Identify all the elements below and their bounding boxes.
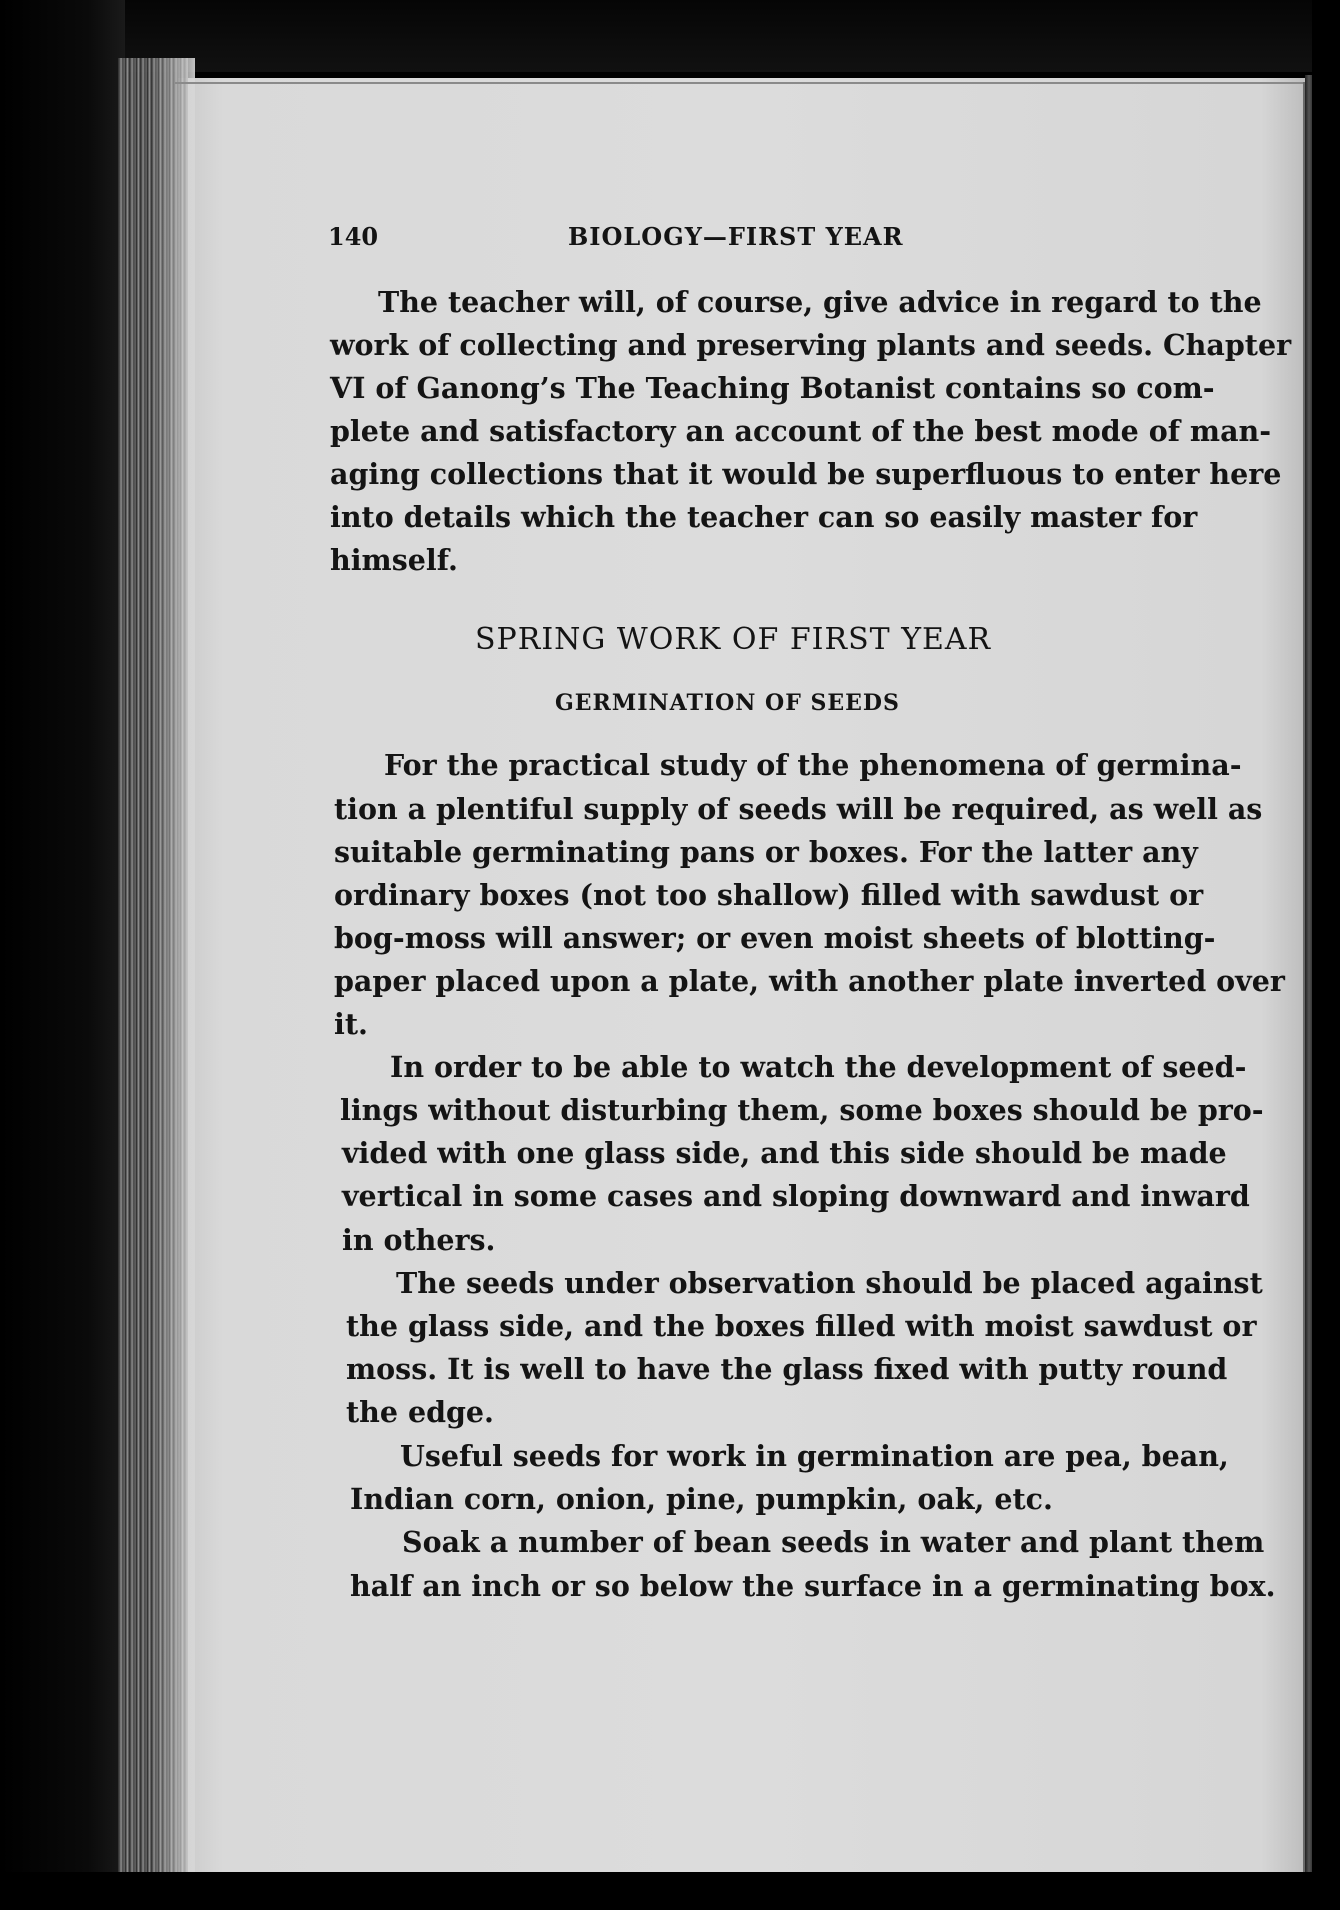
body-line: the edge.	[346, 1395, 494, 1429]
body-line: himself.	[330, 543, 458, 577]
body-line: the glass side, and the boxes filled with moist sawdust or	[346, 1309, 1257, 1343]
body-line: suitable germinating pans or boxes. For the latter any	[334, 835, 1198, 869]
body-line: plete and satisfactory an account of the best mode of man-	[330, 414, 1272, 448]
body-line: paper placed upon a plate, with another plate inverted over	[334, 964, 1285, 998]
body-line: it.	[334, 1007, 368, 1041]
body-line: half an inch or so below the surface in a germinating box.	[350, 1569, 1276, 1603]
body-line: into details which the teacher can so easily master for	[330, 500, 1198, 534]
body-line: Useful seeds for work in germination are pea, bean,	[400, 1439, 1229, 1473]
body-line: lings without disturbing them, some boxes should be pro-	[340, 1093, 1264, 1127]
body-line: ordinary boxes (not too shallow) filled with sawdust or	[334, 878, 1204, 912]
body-line: The seeds under observation should be placed against	[396, 1266, 1263, 1300]
subsection-heading: GERMINATION OF SEEDS	[555, 690, 900, 716]
body-line: In order to be able to watch the development of seed-	[390, 1050, 1247, 1084]
body-line: vertical in some cases and sloping downward and inward	[342, 1179, 1250, 1213]
body-line: work of collecting and preserving plants and seeds. Chapter	[330, 328, 1292, 362]
body-line: The teacher will, of course, give advice in regard to the	[378, 285, 1262, 319]
body-line: For the practical study of the phenomena of germina-	[384, 748, 1242, 782]
body-line: Soak a number of bean seeds in water and plant them	[402, 1525, 1265, 1559]
body-line: Indian corn, onion, pine, pumpkin, oak, etc.	[350, 1482, 1053, 1516]
body-line: in others.	[342, 1223, 496, 1257]
running-title: BIOLOGY—FIRST YEAR	[568, 222, 904, 251]
section-heading: SPRING WORK OF FIRST YEAR	[475, 622, 992, 657]
body-line: bog-moss will answer; or even moist sheets of blotting-	[334, 921, 1216, 955]
body-line: moss. It is well to have the glass fixed with putty round	[346, 1352, 1228, 1386]
body-line: aging collections that it would be superfluous to enter here	[330, 457, 1282, 491]
body-line: VI of Ganong’s The Teaching Botanist contains so com-	[330, 371, 1215, 405]
body-line: tion a plentiful supply of seeds will be required, as well as	[334, 792, 1263, 826]
page-number: 140	[328, 222, 379, 251]
body-line: vided with one glass side, and this side should be made	[342, 1136, 1227, 1170]
